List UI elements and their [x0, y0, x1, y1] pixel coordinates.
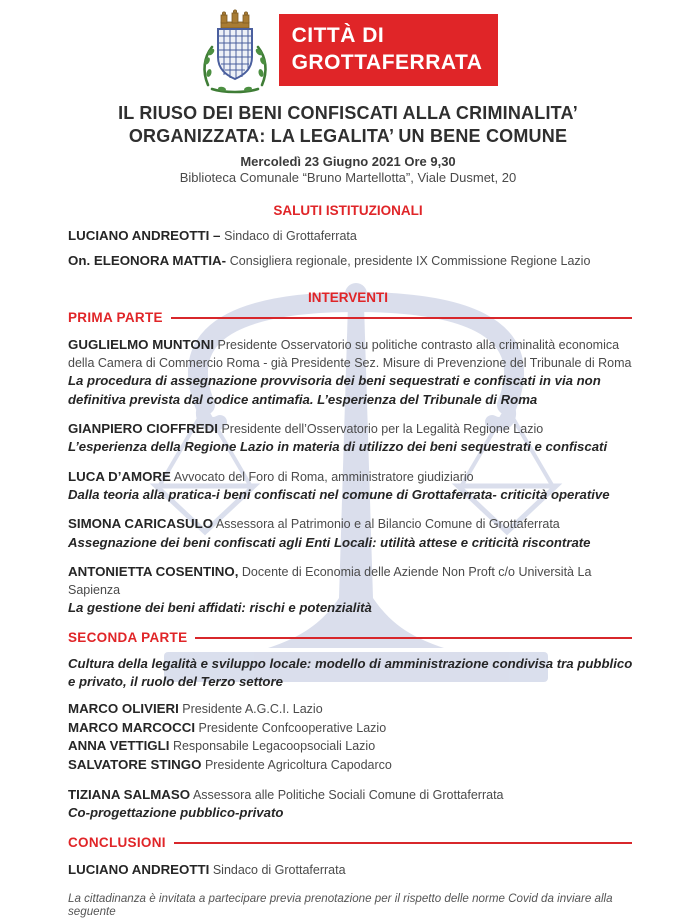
city-header	[0, 0, 696, 93]
speaker-topic: Co-progettazione pubblico-privato	[68, 805, 284, 821]
speaker-name: MARCO OLIVIERI	[68, 700, 179, 716]
section-heading-conclusioni: CONCLUSIONI	[68, 835, 632, 850]
speaker-entry	[68, 419, 634, 438]
red-rule-line	[171, 317, 632, 319]
panelist-entry	[68, 700, 634, 719]
city-name-banner	[279, 14, 499, 86]
section-heading-interventi: INTERVENTI	[307, 290, 388, 306]
red-rule-line	[195, 637, 632, 639]
event-datetime: Mercoledì 23 Giugno 2021 Ore 9,30	[240, 153, 456, 169]
seconda-intro: Cultura della legalità e sviluppo locale: modello di amministrazione condivisa tra pubblico e privato, il ruolo del Terzo settore	[68, 655, 633, 690]
section-heading-prima-parte: PRIMA PARTE	[68, 310, 632, 325]
speaker-entry	[68, 335, 634, 372]
panelist-entry	[68, 737, 634, 756]
speaker-role: Sindaco di Grottaferrata	[224, 228, 357, 243]
speaker-topic: L’esperienza della Regione Lazio in materia di utilizzo dei beni sequestrati e confiscati	[68, 439, 608, 455]
panelist-entry	[68, 719, 634, 738]
speaker-topic: Assegnazione dei beni confiscati agli Enti Locali: utilità attese e criticità riscontrate	[68, 534, 591, 550]
city-name-line2: GROTTAFERRATA	[291, 50, 483, 74]
speaker-role: Presidente dell’Osservatorio per la Legalità Regione Lazio	[221, 422, 544, 437]
speaker-name: ANNA VETTIGLI	[68, 738, 170, 754]
city-coat-of-arms-icon	[198, 9, 272, 93]
speaker-role: Avvocato del Foro di Roma, amministratore giudiziario	[173, 469, 474, 484]
event-title-line1: IL RIUSO DEI BENI CONFISCATI ALLA CRIMINALITA’	[118, 103, 578, 123]
speaker-role: Assessora al Patrimonio e al Bilancio Comune di Grottaferrata	[215, 517, 560, 532]
speaker-entry	[68, 785, 634, 804]
speaker-role: Presidente Osservatorio su politiche contrasto alla criminalità economica della Camera di Commercio Roma - già Presidente Sez. Misure di Prevenzione del Tribunale di Roma	[68, 338, 632, 371]
speaker-name: LUCIANO ANDREOTTI	[68, 861, 210, 877]
speaker-name: On. ELEONORA MATTIA	[68, 252, 222, 268]
speaker-role: Sindaco di Grottaferrata	[212, 862, 346, 877]
speaker-name: GIANPIERO CIOFFREDI	[68, 421, 218, 437]
speaker-role: Docente di Economia delle Aziende Non Proft c/o Università La Sapienza	[68, 565, 592, 598]
speaker-topic: La gestione dei beni affidati: rischi e potenzialità	[68, 600, 372, 616]
speaker-role: Presidente Confcooperative Lazio	[198, 720, 387, 735]
speaker-entry	[68, 467, 634, 486]
speaker-role: Presidente Agricoltura Capodarco	[204, 758, 392, 773]
panelist-entry	[68, 756, 634, 775]
speaker-name: LUCA D’AMORE	[68, 468, 171, 484]
speaker-name: LUCIANO ANDREOTTI	[68, 227, 210, 243]
speaker-role: Responsabile Legacoopsociali Lazio	[172, 739, 376, 754]
city-name-line1: CITTÀ DI	[291, 24, 385, 47]
speaker-topic: La procedura di assegnazione provvisoria dei beni sequestrati e confiscati in via non definitiva prevista dal codice antimafia. L’esperienza del Tribunale di Roma	[68, 373, 601, 407]
section-heading-seconda-parte: SECONDA PARTE	[68, 630, 632, 645]
speaker-name: SIMONA CARICASULO	[68, 516, 214, 532]
speaker-name: GUGLIELMO MUNTONI	[68, 337, 215, 353]
speaker-entry	[68, 514, 634, 533]
speaker-role: Assessora alle Politiche Sociali Comune di Grottaferrata	[192, 788, 504, 803]
speaker-role: Presidente A.G.C.I. Lazio	[182, 701, 323, 716]
saluti-entry: LUCIANO ANDREOTTI – Sindaco di Grottaferrata	[68, 227, 357, 243]
speaker-entry	[68, 562, 634, 599]
speaker-role: Consigliera regionale, presidente IX Commissione Regione Lazio	[229, 253, 591, 268]
speaker-topic: Dalla teoria alla pratica-i beni confiscati nel comune di Grottaferrata- criticità operative	[68, 486, 610, 502]
section-heading-saluti: SALUTI ISTITUZIONALI	[273, 202, 423, 218]
event-title	[40, 102, 656, 149]
speaker-name: ANTONIETTA COSENTINO,	[68, 564, 239, 580]
speaker-name: MARCO MARCOCCI	[68, 719, 196, 735]
event-title-line2: ORGANIZZATA: LA LEGALITA’ UN BENE COMUNE	[128, 126, 568, 147]
red-rule-line	[174, 842, 632, 844]
saluti-entry: On. ELEONORA MATTIA- Consigliera regionale, presidente IX Commissione Regione Lazio	[68, 252, 591, 268]
speaker-name: SALVATORE STINGO	[68, 757, 202, 773]
speaker-name: TIZIANA SALMASO	[68, 787, 191, 803]
event-location: Biblioteca Comunale “Bruno Martellotta”, Viale Dusmet, 20	[179, 169, 517, 185]
covid-booking-note: La cittadinanza è invitata a partecipare previa prenotazione per il rispetto delle norme Covid da inviare alla seguente	[68, 891, 613, 918]
conclusioni-entry	[68, 860, 634, 879]
